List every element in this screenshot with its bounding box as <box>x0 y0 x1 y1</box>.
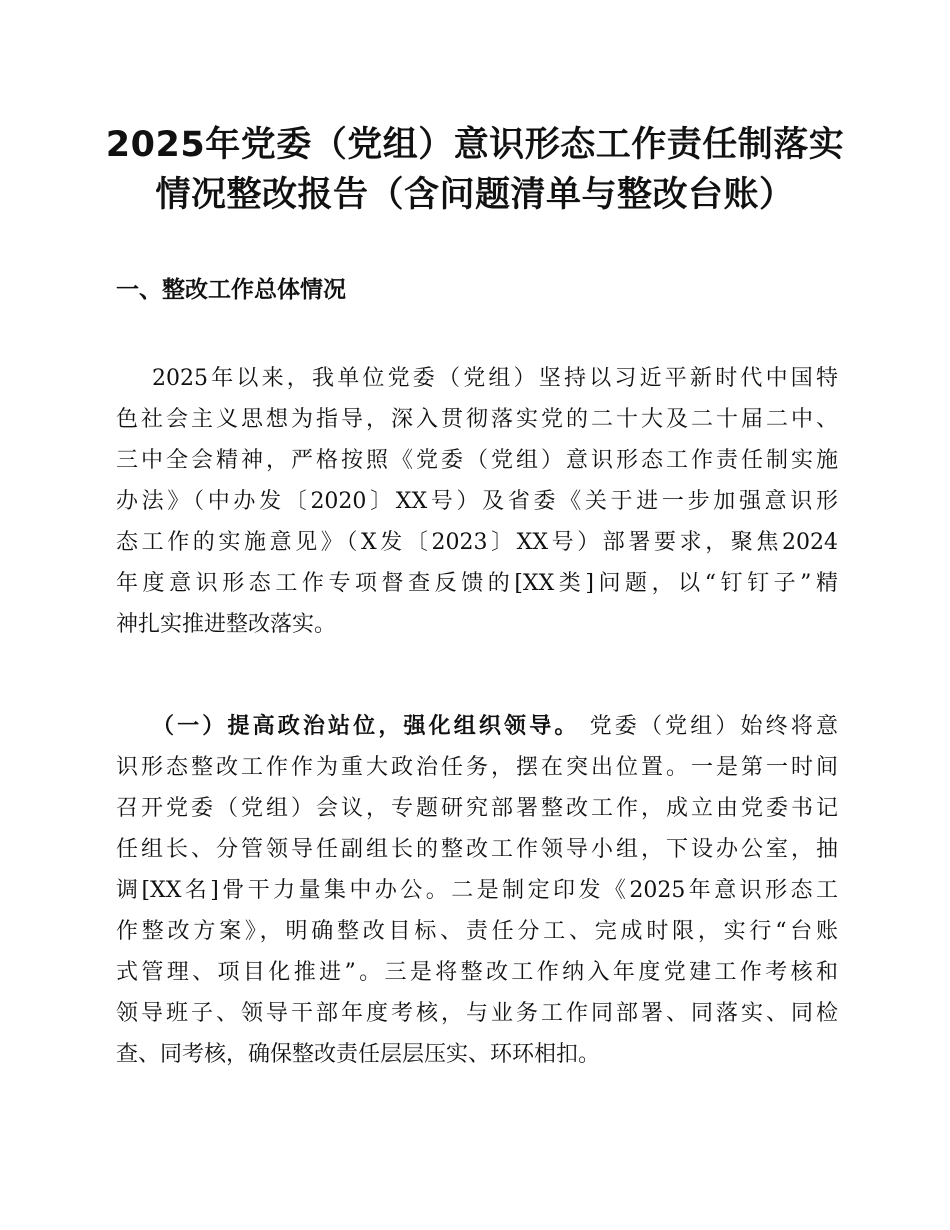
paragraph-line: 式管理、项目化推进”。三是将整改工作纳入年度党建工作考核和 <box>116 960 838 985</box>
paragraph-first-line <box>116 706 838 747</box>
paragraph-line: 查、同考核，确保整改责任层层压实、环环相扣。 <box>116 1042 601 1067</box>
paragraph-line: 召开党委（党组）会议，专题研究部署整改工作，成立由党委书记 <box>116 796 838 821</box>
paragraph-line-rest: 党委（党组）始终将意 <box>589 714 838 739</box>
paragraph-overview <box>116 358 838 645</box>
paragraph-line: 年度意识形态工作专项督查反馈的[XX类]问题，以“钉钉子”精 <box>116 571 838 596</box>
paragraph-line: 色社会主义思想为指导，深入贯彻落实党的二十大及二十届二中、 <box>116 407 838 432</box>
paragraph-line: 态工作的实施意见》（X发〔2023〕XX号）部署要求，聚焦2024 <box>116 530 838 555</box>
paragraph-line: 任组长、分管领导任副组长的整改工作领导小组，下设办公室，抽 <box>116 837 838 862</box>
paragraph-leadership <box>116 706 838 1075</box>
paragraph-line: 识形态整改工作作为重大政治任务，摆在突出位置。一是第一时间 <box>116 755 838 780</box>
paragraph-line: 三中全会精神，严格按照《党委（党组）意识形态工作责任制实施 <box>116 448 838 473</box>
document-title <box>100 120 850 220</box>
title-line: 情况整改报告（含问题清单与整改台账） <box>155 175 795 215</box>
subheading-lead: （一）提高政治站位，强化组织领导。 <box>152 714 580 739</box>
title-line: 2025年党委（党组）意识形态工作责任制落实 <box>105 125 845 165</box>
section-heading: 一、整改工作总体情况 <box>116 277 346 303</box>
paragraph-line: 2025年以来，我单位党委（党组）坚持以习近平新时代中国特 <box>152 366 838 391</box>
paragraph-line: 神扎实推进整改落实。 <box>116 612 337 637</box>
paragraph-line: 领导班子、领导干部年度考核，与业务工作同部署、同落实、同检 <box>116 1001 838 1026</box>
paragraph-line: 办法》（中办发〔2020〕XX号）及省委《关于进一步加强意识形 <box>116 489 838 514</box>
paragraph-line: 调[XX名]骨干力量集中办公。二是制定印发《2025年意识形态工 <box>116 878 838 903</box>
paragraph-line: 作整改方案》，明确整改目标、责任分工、完成时限，实行“台账 <box>116 919 838 944</box>
